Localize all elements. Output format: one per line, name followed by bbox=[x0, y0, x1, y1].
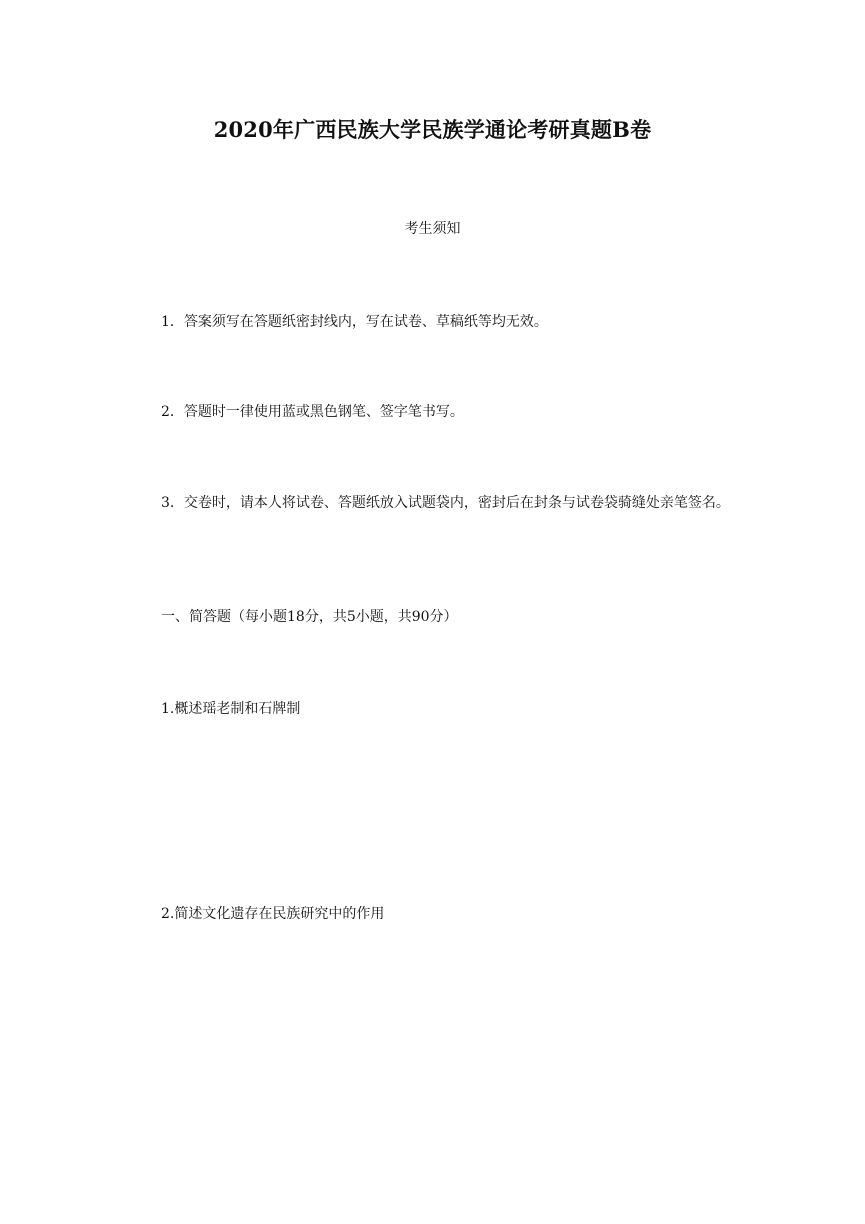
instruction-1: 1．答案须写在答题纸密封线内，写在试卷、草稿纸等均无效。 bbox=[161, 314, 548, 330]
document-title: 2020年广西民族大学民族学通论考研真题B卷 bbox=[213, 117, 652, 142]
instruction-3: 3．交卷时，请本人将试卷、答题纸放入试题袋内，密封后在封条与试卷袋骑缝处亲笔签名。 bbox=[161, 495, 730, 511]
question-1: 1.概述瑶老制和石牌制 bbox=[161, 701, 301, 717]
section-header: 一、简答题（每小题18分，共5小题，共90分） bbox=[161, 609, 458, 625]
document-subtitle: 考生须知 bbox=[404, 221, 461, 237]
question-2: 2.简述文化遗存在民族研究中的作用 bbox=[161, 906, 385, 922]
instruction-2: 2．答题时一律使用蓝或黑色钢笔、签字笔书写。 bbox=[161, 404, 464, 420]
